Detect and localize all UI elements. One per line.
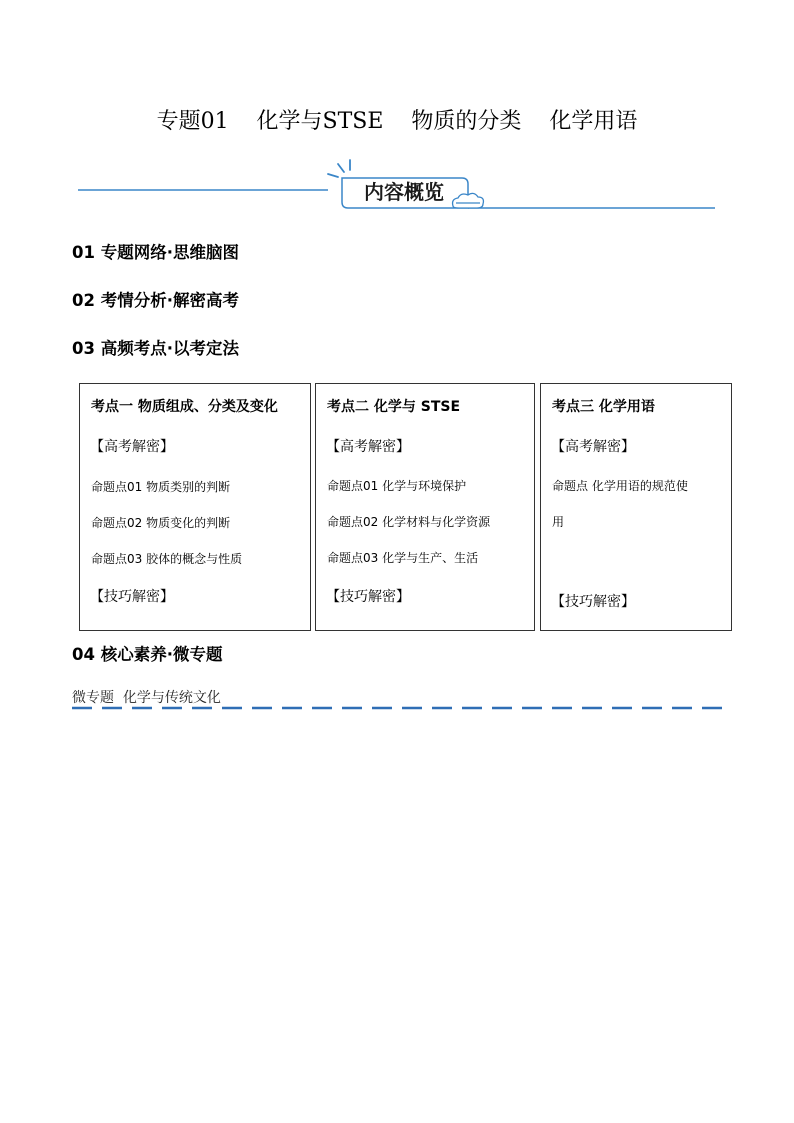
box-item: 命题点 化学用语的规范使 (552, 479, 688, 493)
box-item: 用 (552, 515, 565, 529)
page-title: 专题01 化学与STSE 物质的分类 化学用语 (156, 109, 638, 134)
box-item: 命题点03 化学与生产、生活 (327, 551, 479, 565)
box-item: 命题点03 胶体的概念与性质 (91, 552, 243, 566)
micro-topic-label: 微专题 化学与传统文化 (72, 690, 221, 706)
dashed-rule (72, 704, 728, 712)
box-tips: 【技巧解密】 (326, 589, 410, 605)
box-item: 命题点01 化学与环境保护 (327, 479, 467, 493)
section-heading-01: 01 专题网络·思维脑图 (72, 243, 239, 262)
section-heading-02: 02 考情分析·解密高考 (72, 291, 239, 310)
topic-box-3 (540, 383, 732, 631)
box-title: 考点三 化学用语 (552, 399, 655, 415)
topic-box-1 (79, 383, 311, 631)
banner-label: 内容概览 (364, 180, 444, 204)
section-heading-04: 04 核心素养·微专题 (72, 645, 223, 664)
box-subheading: 【高考解密】 (90, 439, 174, 455)
box-item: 命题点02 化学材料与化学资源 (327, 515, 491, 529)
box-subheading: 【高考解密】 (551, 439, 635, 455)
box-subheading: 【高考解密】 (326, 439, 410, 455)
section-heading-03: 03 高频考点·以考定法 (72, 339, 239, 358)
box-tips: 【技巧解密】 (551, 594, 635, 610)
box-tips: 【技巧解密】 (90, 589, 174, 605)
sparkle-icon (328, 160, 350, 177)
box-title: 考点二 化学与 STSE (327, 399, 461, 415)
box-item: 命题点02 物质变化的判断 (91, 516, 231, 530)
box-item: 命题点01 物质类别的判断 (91, 480, 231, 494)
box-title: 考点一 物质组成、分类及变化 (91, 399, 278, 415)
topic-box-2 (315, 383, 535, 631)
